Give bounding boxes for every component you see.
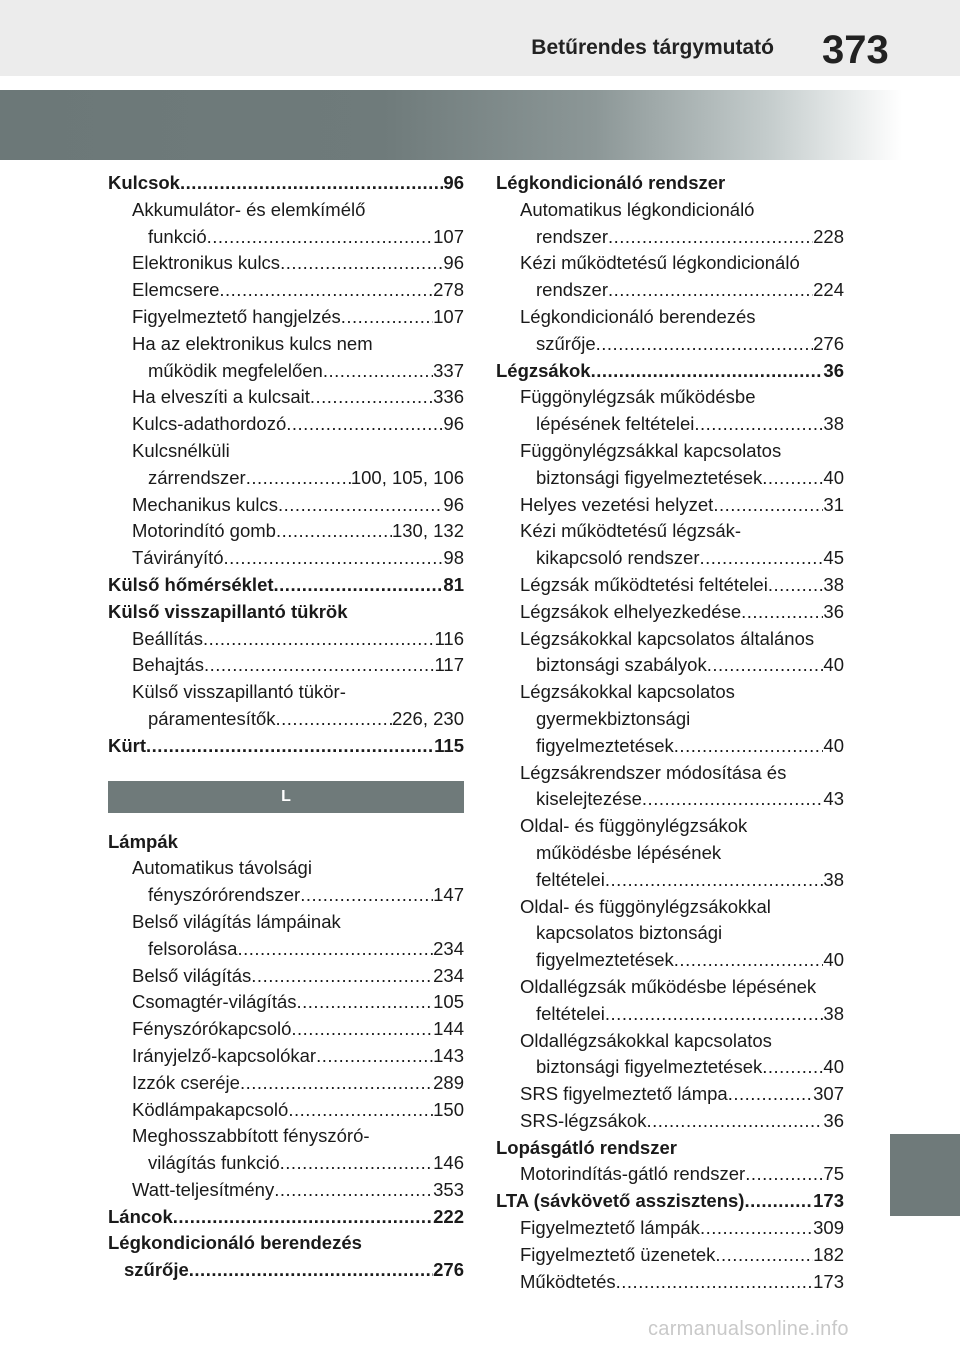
index-entry: Kürt ..... 115 <box>108 733 464 760</box>
index-entry: Légzsákok elhelyezkedése ..... 36 <box>496 599 844 626</box>
index-entry: felsorolása ..... 234 <box>108 936 464 963</box>
index-entry: biztonsági figyelmeztetések ..... 40 <box>496 465 844 492</box>
index-entry: Figyelmeztető lámpák ..... 309 <box>496 1215 844 1242</box>
index-entry: Helyes vezetési helyzet ..... 31 <box>496 492 844 519</box>
index-entry: figyelmeztetések ..... 40 <box>496 947 844 974</box>
index-entry: kikapcsoló rendszer ..... 45 <box>496 545 844 572</box>
page-number: 373 <box>822 28 889 72</box>
index-entry-line: Belső világítás lámpáinak <box>132 910 341 932</box>
index-entry: Belső világítás ..... 234 <box>108 963 464 990</box>
index-entry-line: Külső visszapillantó tükör- <box>132 681 346 703</box>
index-entry: feltételei ..... 38 <box>496 1001 844 1028</box>
index-entry-line: Oldallégzsákokkal kapcsolatos <box>520 1029 772 1051</box>
index-entry: Beállítás ..... 116 <box>108 626 464 653</box>
index-entry-line: kapcsolatos biztonsági <box>536 922 723 944</box>
index-entry: Kulcsok ..... 96 <box>108 170 464 197</box>
index-entry: Kulcs-adathordozó ..... 96 <box>108 411 464 438</box>
index-entry: Légzsák működtetési feltételei ..... 38 <box>496 572 844 599</box>
index-entry: Működtetés ..... 173 <box>496 1269 844 1296</box>
chapter-thumb-tab <box>890 1134 960 1216</box>
index-entry: kiselejtezése ..... 43 <box>496 786 844 813</box>
index-entry-line: működésbe lépésének <box>536 841 722 863</box>
index-entry: Láncok ..... 222 <box>108 1204 464 1231</box>
index-entry: zárrendszer ..... 100, 105, 106 <box>108 465 464 492</box>
index-entry: feltételei ..... 38 <box>496 867 844 894</box>
index-entry-line: Automatikus légkondicionáló <box>520 198 755 220</box>
index-entry: Távirányító ..... 98 <box>108 545 464 572</box>
index-entry: SRS figyelmeztető lámpa ..... 307 <box>496 1081 844 1108</box>
index-heading: Külső visszapillantó tükrök <box>108 600 348 622</box>
index-entry: Ködlámpakapcsoló ..... 150 <box>108 1097 464 1124</box>
index-entry-line: Légkondicionáló berendezés <box>520 305 756 327</box>
index-entry: páramentesítők ..... 226, 230 <box>108 706 464 733</box>
index-column-right <box>496 170 844 1295</box>
index-column-left <box>108 170 464 1284</box>
index-entry-line: Kulcsnélküli <box>132 439 230 461</box>
index-entry: világítás funkció ..... 146 <box>108 1150 464 1177</box>
index-entry-line: Akkumulátor- és elemkímélő <box>132 198 366 220</box>
index-entry-line: Függönylégzsák működésbe <box>520 386 756 408</box>
index-entry: Irányjelző-kapcsolókar ..... 143 <box>108 1043 464 1070</box>
index-entry: szűrője ..... 276 <box>108 1257 464 1284</box>
index-entry-line: Oldal- és függönylégzsákokkal <box>520 895 771 917</box>
index-entry-line: Kézi működtetésű légkondicionáló <box>520 252 800 274</box>
index-entry: Mechanikus kulcs ..... 96 <box>108 492 464 519</box>
index-entry: működik megfelelően ..... 337 <box>108 358 464 385</box>
page-title: Betűrendes tárgymutató <box>531 36 774 59</box>
index-entry: Motorindítás-gátló rendszer ..... 75 <box>496 1161 844 1188</box>
watermark: carmanualsonline.info <box>648 1318 849 1340</box>
index-entry: rendszer ..... 228 <box>496 224 844 251</box>
index-entry-line: Légkondicionáló berendezés <box>108 1232 362 1254</box>
index-heading: Lopásgátló rendszer <box>496 1136 677 1158</box>
index-entry: biztonsági figyelmeztetések ..... 40 <box>496 1054 844 1081</box>
header-banner <box>0 90 960 160</box>
index-entry: Motorindító gomb ..... 130, 132 <box>108 518 464 545</box>
index-entry: Izzók cseréje ..... 289 <box>108 1070 464 1097</box>
index-entry: rendszer ..... 224 <box>496 277 844 304</box>
index-entry: SRS-légzsákok ..... 36 <box>496 1108 844 1135</box>
index-entry: szűrője ..... 276 <box>496 331 844 358</box>
index-entry: Behajtás ..... 117 <box>108 652 464 679</box>
index-entry-line: Légzsákokkal kapcsolatos <box>520 681 735 703</box>
index-entry-line: gyermekbiztonsági <box>536 707 691 729</box>
index-entry: Külső hőmérséklet ..... 81 <box>108 572 464 599</box>
index-entry: Figyelmeztető üzenetek ..... 182 <box>496 1242 844 1269</box>
index-entry: Ha elveszíti a kulcsait ..... 336 <box>108 384 464 411</box>
index-entry-line: Meghosszabbított fényszóró- <box>132 1125 370 1147</box>
index-entry: Elemcsere ..... 278 <box>108 277 464 304</box>
index-entry-line: Légzsákokkal kapcsolatos általános <box>520 627 815 649</box>
index-entry-line: Függönylégzsákkal kapcsolatos <box>520 439 782 461</box>
index-entry-line: Automatikus távolsági <box>132 857 312 879</box>
index-entry: funkció ..... 107 <box>108 224 464 251</box>
index-entry: Fényszórókapcsoló ..... 144 <box>108 1016 464 1043</box>
index-entry: Figyelmeztető hangjelzés ..... 107 <box>108 304 464 331</box>
index-entry-line: Kézi működtetésű légzsák- <box>520 520 742 542</box>
index-entry: fényszórórendszer ..... 147 <box>108 882 464 909</box>
section-letter-bar: L <box>108 781 464 813</box>
index-entry: LTA (sávkövető asszisztens) ..... 173 <box>496 1188 844 1215</box>
index-entry: biztonsági szabályok ..... 40 <box>496 652 844 679</box>
index-entry: figyelmeztetések ..... 40 <box>496 733 844 760</box>
header-bar <box>0 0 960 76</box>
index-heading: Légkondicionáló rendszer <box>496 172 726 193</box>
index-entry: Watt-teljesítmény ..... 353 <box>108 1177 464 1204</box>
index-entry: Légzsákok ..... 36 <box>496 358 844 385</box>
index-entry: Elektronikus kulcs ..... 96 <box>108 250 464 277</box>
index-entry-line: Ha az elektronikus kulcs nem <box>132 332 373 354</box>
index-heading: Lámpák <box>108 830 178 852</box>
index-entry: Csomagtér-világítás ..... 105 <box>108 989 464 1016</box>
index-entry-line: Oldallégzsák működésbe lépésének <box>520 975 817 997</box>
index-entry: lépésének feltételei ..... 38 <box>496 411 844 438</box>
index-entry-line: Légzsákrendszer módosítása és <box>520 761 787 783</box>
index-entry-line: Oldal- és függönylégzsákok <box>520 815 748 837</box>
